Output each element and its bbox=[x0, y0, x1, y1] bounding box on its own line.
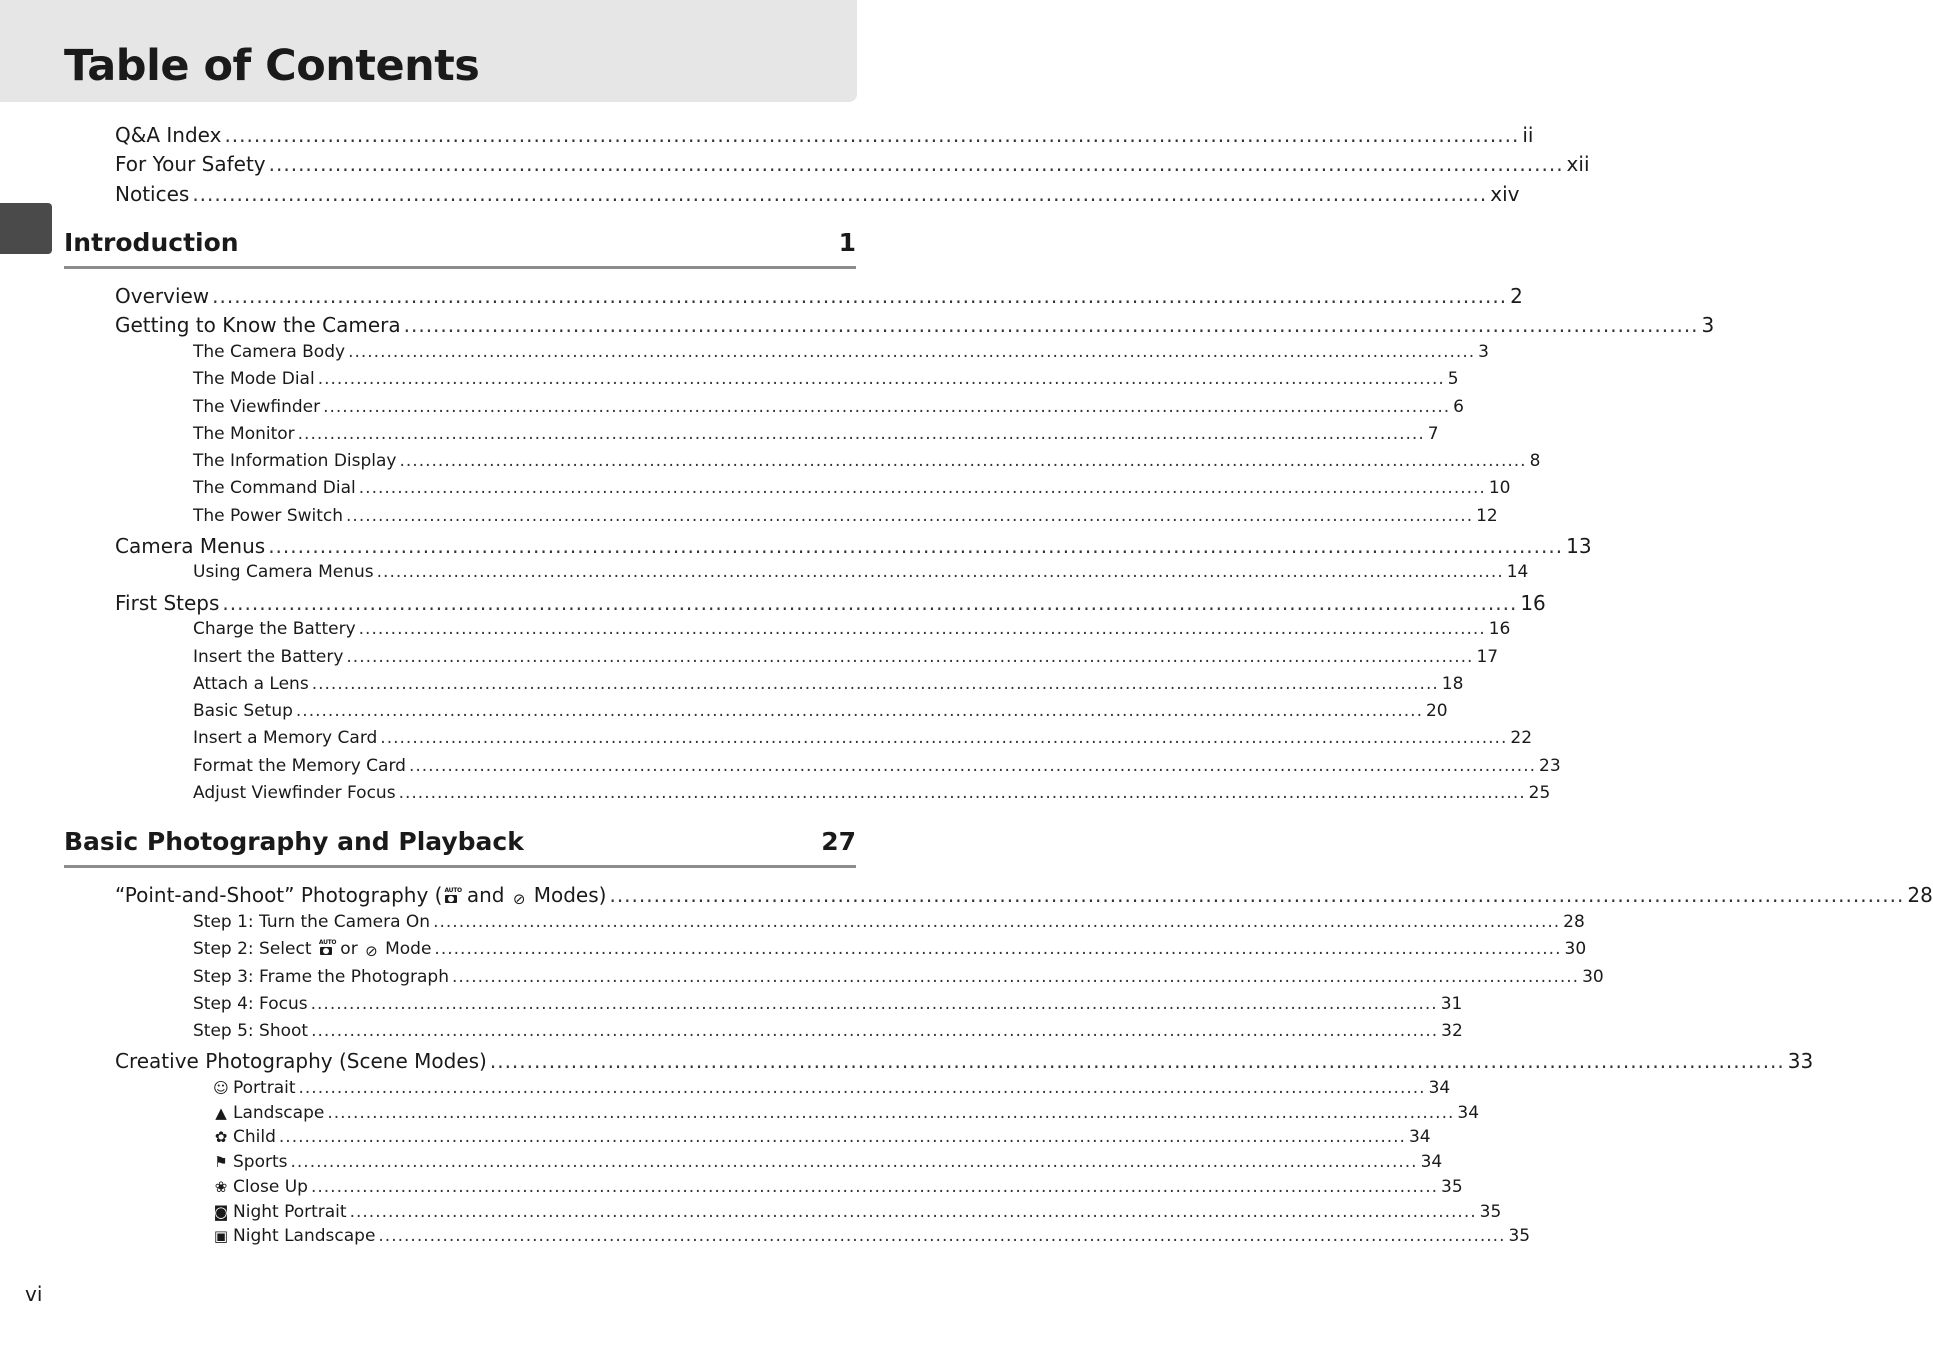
toc-entry-charge-battery[interactable] bbox=[193, 618, 1511, 640]
toc-entry-title: The Information Display bbox=[193, 451, 397, 471]
toc-entry-point-and-shoot[interactable] bbox=[115, 882, 1933, 908]
toc-text: Child bbox=[233, 1127, 276, 1147]
toc-entry-qa-index[interactable] bbox=[115, 122, 1534, 148]
toc-entry-title: Using Camera Menus bbox=[193, 562, 374, 582]
toc-entry-command-dial[interactable] bbox=[193, 477, 1511, 499]
toc-entry-step-3[interactable] bbox=[193, 966, 1604, 988]
toc-entry-landscape[interactable] bbox=[213, 1102, 1480, 1124]
toc-page-number: 13 bbox=[1566, 534, 1592, 558]
toc-page-number: 10 bbox=[1488, 478, 1511, 498]
toc-entry-step-4[interactable] bbox=[193, 993, 1463, 1015]
toc-page-number: 14 bbox=[1506, 562, 1529, 582]
auto-label: AUTO bbox=[444, 887, 462, 894]
toc-entry-title: Getting to Know the Camera bbox=[115, 313, 401, 337]
toc-entry-title: The Command Dial bbox=[193, 478, 356, 498]
toc-text: Close Up bbox=[233, 1177, 308, 1197]
toc-text: Night Landscape bbox=[233, 1226, 376, 1246]
dot-leader: ................................................................................................................................................................................ bbox=[346, 647, 1474, 667]
dot-leader: ................................................................................................................................................................................ bbox=[268, 152, 1564, 176]
auto-mode-icon bbox=[444, 887, 462, 904]
toc-entry-title: The Viewfinder bbox=[193, 397, 321, 417]
toc-page-number: 23 bbox=[1539, 756, 1561, 776]
toc-entry-title: Creative Photography (Scene Modes) bbox=[115, 1049, 487, 1073]
toc-page-number: 16 bbox=[1520, 591, 1546, 615]
toc-page-number: 20 bbox=[1425, 701, 1448, 721]
night-landscape-mode-icon: ▣ bbox=[213, 1227, 229, 1245]
portrait-mode-icon: ☺ bbox=[213, 1079, 229, 1097]
toc-entry-sports[interactable] bbox=[213, 1151, 1443, 1173]
dot-leader: ................................................................................................................................................................................ bbox=[297, 424, 1425, 444]
toc-entry-viewfinder[interactable] bbox=[193, 396, 1464, 418]
dot-leader: ................................................................................................................................................................................ bbox=[290, 1152, 1418, 1172]
section-title: Basic Photography and Playback bbox=[64, 827, 524, 856]
auto-label: AUTO bbox=[318, 939, 337, 946]
toc-page-number: 28 bbox=[1907, 883, 1933, 907]
toc-entry-title: The Monitor bbox=[193, 424, 295, 444]
dot-leader: ................................................................................................................................................................................ bbox=[224, 123, 1520, 147]
toc-page-number: 28 bbox=[1563, 912, 1585, 932]
page-number-folio: vi bbox=[25, 1282, 43, 1306]
toc-entry-title: The Mode Dial bbox=[193, 369, 315, 389]
toc-entry-attach-lens[interactable] bbox=[193, 673, 1464, 695]
toc-entry-title: Basic Setup bbox=[193, 701, 293, 721]
toc-page-number: 34 bbox=[1408, 1127, 1431, 1147]
toc-entry-notices[interactable] bbox=[115, 181, 1520, 207]
dot-leader: ................................................................................................................................................................................ bbox=[433, 912, 1561, 932]
dot-leader: ................................................................................................................................................................................ bbox=[310, 1177, 1439, 1197]
toc-entry-information-display[interactable] bbox=[193, 450, 1541, 472]
toc-page-number: 25 bbox=[1528, 783, 1551, 803]
toc-entry-title: Insert the Battery bbox=[193, 647, 344, 667]
toc-page-number: 2 bbox=[1510, 284, 1523, 308]
section-heading-basic-photography[interactable] bbox=[64, 821, 856, 868]
toc-entry-title bbox=[213, 1225, 375, 1247]
close-up-mode-icon: ❀ bbox=[214, 1178, 228, 1196]
page-title: Table of Contents bbox=[64, 41, 480, 91]
dot-leader: ................................................................................................................................................................................ bbox=[489, 1049, 1785, 1073]
toc-page-number: 32 bbox=[1441, 1021, 1463, 1041]
dot-leader: ................................................................................................................................................................................ bbox=[311, 674, 1439, 694]
dot-leader: ................................................................................................................................................................................ bbox=[317, 369, 1445, 389]
toc-text: or bbox=[334, 939, 364, 959]
dot-leader: ................................................................................................................................................................................ bbox=[403, 313, 1699, 337]
toc-entry-title: First Steps bbox=[115, 591, 220, 615]
dot-leader: ................................................................................................................................................................................ bbox=[192, 182, 1488, 206]
dot-leader: ................................................................................................................................................................................ bbox=[434, 939, 1562, 959]
night-portrait-mode-icon: ◙ bbox=[213, 1203, 229, 1221]
toc-entry-title bbox=[213, 1176, 308, 1198]
toc-entry-title: Insert a Memory Card bbox=[193, 728, 378, 748]
toc-entry-title: Camera Menus bbox=[115, 534, 266, 558]
toc-entry-basic-setup[interactable] bbox=[193, 700, 1448, 722]
toc-entry-getting-to-know[interactable] bbox=[115, 312, 1715, 338]
sports-mode-icon: ⚑ bbox=[214, 1153, 228, 1171]
toc-entry-title: Attach a Lens bbox=[193, 674, 309, 694]
landscape-mode-icon: ▲ bbox=[215, 1104, 227, 1122]
toc-page-number: 34 bbox=[1457, 1103, 1480, 1123]
section-heading-introduction[interactable] bbox=[64, 222, 856, 269]
toc-entry-title bbox=[115, 882, 606, 908]
child-mode-icon: ✿ bbox=[214, 1128, 228, 1146]
toc-entry-step-1[interactable] bbox=[193, 911, 1585, 933]
toc-entry-title: The Power Switch bbox=[193, 506, 344, 526]
toc-entry-using-camera-menus[interactable] bbox=[193, 561, 1529, 583]
dot-leader: ................................................................................................................................................................................ bbox=[380, 728, 1508, 748]
toc-text: Night Portrait bbox=[233, 1202, 347, 1222]
toc-page-number: 7 bbox=[1427, 424, 1439, 444]
toc-page-number: 3 bbox=[1478, 342, 1489, 362]
toc-entry-portrait[interactable] bbox=[213, 1077, 1451, 1099]
toc-entry-night-landscape[interactable] bbox=[213, 1225, 1531, 1247]
flash-off-mode-icon: ⊘ bbox=[365, 942, 378, 960]
auto-mode-icon bbox=[318, 939, 337, 956]
chapter-tab-marker bbox=[0, 203, 52, 254]
toc-page-number: 18 bbox=[1441, 674, 1464, 694]
toc-page-number: xiv bbox=[1490, 182, 1520, 206]
toc-entry-title bbox=[213, 1201, 347, 1223]
dot-leader: ................................................................................................................................................................................ bbox=[278, 1127, 1406, 1147]
toc-page-number: 30 bbox=[1564, 939, 1587, 959]
toc-text: Modes) bbox=[527, 883, 607, 907]
toc-text: Sports bbox=[233, 1152, 288, 1172]
toc-entry-format-memory-card[interactable] bbox=[193, 755, 1561, 777]
toc-entry-title: Step 4: Focus bbox=[193, 994, 308, 1014]
toc-entry-title: Q&A Index bbox=[115, 123, 222, 147]
section-page-number: 27 bbox=[821, 827, 856, 856]
toc-entry-step-2[interactable] bbox=[193, 938, 1587, 960]
toc-entry-title bbox=[213, 1102, 324, 1124]
dot-leader: ................................................................................................................................................................................ bbox=[327, 1103, 1455, 1123]
toc-entry-night-portrait[interactable] bbox=[213, 1201, 1502, 1223]
dot-leader: ................................................................................................................................................................................ bbox=[222, 591, 1518, 615]
toc-entry-title: Step 1: Turn the Camera On bbox=[193, 912, 431, 932]
toc-entry-adjust-viewfinder-focus[interactable] bbox=[193, 782, 1551, 804]
toc-text: Step 2: Select bbox=[193, 939, 317, 959]
toc-entry-child[interactable] bbox=[213, 1126, 1431, 1148]
toc-entry-power-switch[interactable] bbox=[193, 505, 1498, 527]
section-title: Introduction bbox=[64, 228, 239, 257]
toc-page-number: 17 bbox=[1476, 647, 1499, 667]
toc-entry-title: The Camera Body bbox=[193, 342, 346, 362]
dot-leader: ................................................................................................................................................................................ bbox=[378, 1226, 1506, 1246]
toc-text: Landscape bbox=[233, 1103, 325, 1123]
toc-page-number: 3 bbox=[1701, 313, 1715, 337]
dot-leader: ................................................................................................................................................................................ bbox=[212, 284, 1508, 308]
toc-entry-title bbox=[213, 1151, 288, 1173]
toc-entry-title bbox=[213, 1077, 296, 1099]
toc-page-number: 35 bbox=[1441, 1177, 1463, 1197]
dot-leader: ................................................................................................................................................................................ bbox=[295, 701, 1423, 721]
toc-page-number: 6 bbox=[1453, 397, 1464, 417]
dot-leader: ................................................................................................................................................................................ bbox=[399, 451, 1527, 471]
toc-entry-creative-photography[interactable] bbox=[115, 1048, 1814, 1074]
toc-entry-title: Adjust Viewfinder Focus bbox=[193, 783, 396, 803]
dot-leader: ................................................................................................................................................................................ bbox=[310, 994, 1438, 1014]
toc-text: “Point-and-Shoot” Photography ( bbox=[115, 883, 443, 907]
toc-text: Mode bbox=[379, 939, 432, 959]
section-page-number: 1 bbox=[838, 228, 856, 257]
toc-page-number: 30 bbox=[1582, 967, 1604, 987]
toc-entry-close-up[interactable] bbox=[213, 1176, 1463, 1198]
dot-leader: ................................................................................................................................................................................ bbox=[298, 1078, 1426, 1098]
toc-entry-step-5[interactable] bbox=[193, 1020, 1463, 1042]
toc-entry-title bbox=[193, 938, 431, 960]
toc-entry-insert-battery[interactable] bbox=[193, 646, 1499, 668]
flash-off-mode-icon: ⊘ bbox=[512, 890, 526, 908]
dot-leader: ................................................................................................................................................................................ bbox=[398, 783, 1526, 803]
toc-page-number: 5 bbox=[1447, 369, 1459, 389]
dot-leader: ................................................................................................................................................................................ bbox=[346, 506, 1474, 526]
dot-leader: ................................................................................................................................................................................ bbox=[268, 534, 1564, 558]
toc-entry-title: Step 3: Frame the Photograph bbox=[193, 967, 449, 987]
toc-page-number: 12 bbox=[1476, 506, 1498, 526]
toc-page-number: 22 bbox=[1510, 728, 1533, 748]
toc-page-number: 16 bbox=[1488, 619, 1511, 639]
toc-entry-camera-body[interactable] bbox=[193, 341, 1489, 363]
toc-page-number: xii bbox=[1566, 152, 1590, 176]
dot-leader: ................................................................................................................................................................................ bbox=[408, 756, 1537, 776]
dot-leader: ................................................................................................................................................................................ bbox=[452, 967, 1580, 987]
toc-entry-title bbox=[213, 1126, 276, 1148]
toc-page-number: ii bbox=[1522, 123, 1534, 147]
dot-leader: ................................................................................................................................................................................ bbox=[323, 397, 1451, 417]
dot-leader: ................................................................................................................................................................................ bbox=[348, 342, 1476, 362]
dot-leader: ................................................................................................................................................................................ bbox=[349, 1202, 1477, 1222]
toc-page-number: 35 bbox=[1479, 1202, 1502, 1222]
dot-leader: ................................................................................................................................................................................ bbox=[358, 619, 1486, 639]
toc-entry-overview[interactable] bbox=[115, 283, 1523, 309]
toc-page-number: 34 bbox=[1420, 1152, 1443, 1172]
toc-entry-title: Charge the Battery bbox=[193, 619, 356, 639]
toc-entry-title: Notices bbox=[115, 182, 190, 206]
dot-leader: ................................................................................................................................................................................ bbox=[609, 883, 1905, 907]
toc-page-number: 34 bbox=[1428, 1078, 1451, 1098]
toc-entry-title: For Your Safety bbox=[115, 152, 266, 176]
dot-leader: ................................................................................................................................................................................ bbox=[358, 478, 1486, 498]
toc-entry-title: Format the Memory Card bbox=[193, 756, 406, 776]
toc-entry-mode-dial[interactable] bbox=[193, 368, 1459, 390]
toc-entry-title: Step 5: Shoot bbox=[193, 1021, 309, 1041]
toc-entry-monitor[interactable] bbox=[193, 423, 1439, 445]
toc-entry-insert-memory-card[interactable] bbox=[193, 727, 1533, 749]
toc-page-number: 31 bbox=[1440, 994, 1463, 1014]
toc-entry-for-your-safety[interactable] bbox=[115, 151, 1590, 177]
toc-page-number: 33 bbox=[1787, 1049, 1814, 1073]
toc-entry-first-steps[interactable] bbox=[115, 590, 1546, 616]
toc-text: Portrait bbox=[233, 1078, 296, 1098]
toc-page-number: 35 bbox=[1508, 1226, 1531, 1246]
dot-leader: ................................................................................................................................................................................ bbox=[376, 562, 1504, 582]
toc-page-number: 8 bbox=[1529, 451, 1541, 471]
toc-entry-camera-menus[interactable] bbox=[115, 533, 1592, 559]
dot-leader: ................................................................................................................................................................................ bbox=[311, 1021, 1439, 1041]
toc-entry-title: Overview bbox=[115, 284, 210, 308]
toc-text: and bbox=[460, 883, 511, 907]
